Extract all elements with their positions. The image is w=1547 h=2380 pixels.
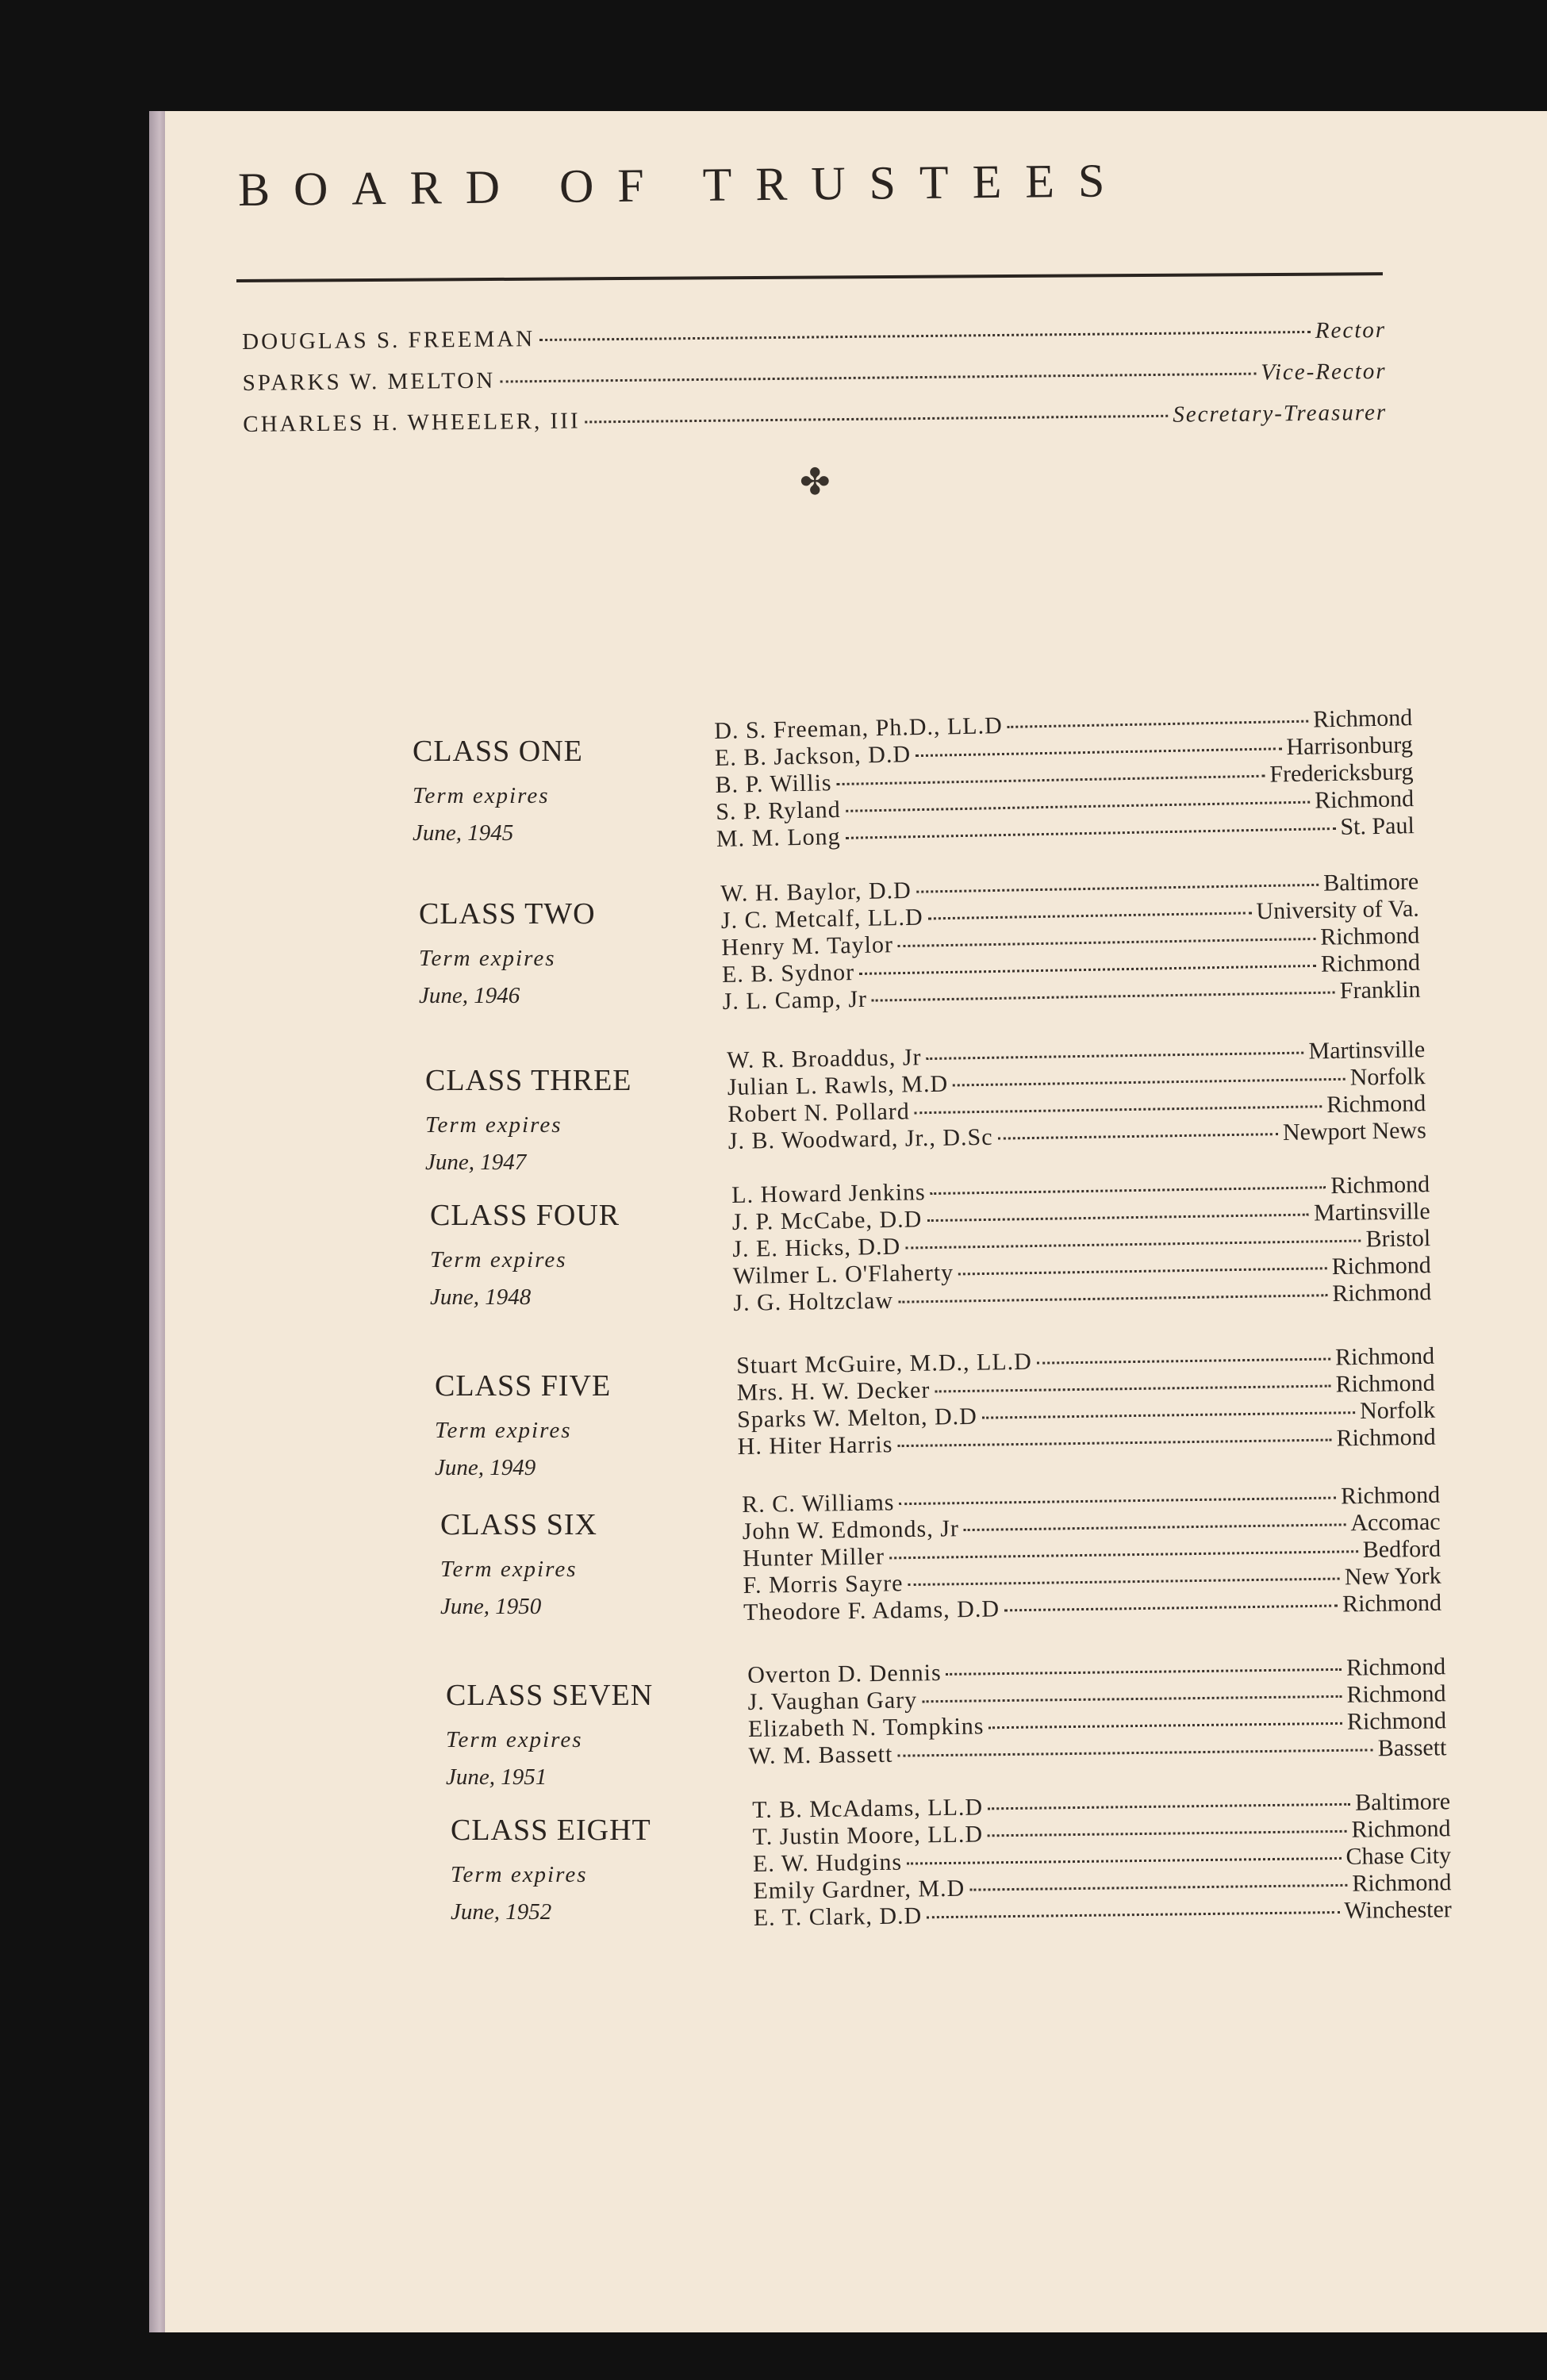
dot-leader [897,1749,1372,1756]
dot-leader [969,1884,1347,1891]
dot-leader [915,1105,1322,1114]
member-place: Fredericksburg [1269,758,1414,788]
member-list [752,1788,1452,1932]
member-name: John W. Edmonds, Jr [742,1515,960,1545]
member-name: D. S. Freeman, Ph.D., LL.D [714,712,1004,744]
member-name: J. B. Woodward, Jr., D.Sc [727,1123,993,1154]
dot-leader [1037,1358,1330,1365]
dot-leader [907,1857,1341,1865]
class-name: CLASS TWO [419,897,596,931]
dot-leader [539,331,1311,341]
member-list [747,1653,1447,1770]
member-name: E. T. Clark, D.D [753,1902,923,1931]
class-label [430,1198,747,1311]
dot-leader [846,801,1310,812]
dot-leader [898,1294,1327,1303]
member-place: Martinsville [1313,1198,1430,1226]
member-place: Richmond [1340,1481,1441,1510]
dot-leader [982,1411,1355,1419]
member-name: Mrs. H. W. Decker [736,1376,931,1406]
officer-name: DOUGLAS S. FREEMAN [242,326,536,355]
class-label [413,734,730,846]
class-name: CLASS SEVEN [446,1679,654,1712]
member-place: Franklin [1339,976,1421,1004]
page-edge [149,111,167,2332]
dot-leader [926,1052,1303,1060]
member-name: Hunter Miller [742,1543,885,1572]
class-label [425,1063,743,1176]
member-place: New York [1344,1562,1441,1591]
member-place: St. Paul [1340,812,1415,840]
dot-leader [872,991,1335,1001]
member-place: Bedford [1362,1535,1441,1564]
member-place: Baltimore [1354,1788,1451,1816]
member-name: J. E. Hicks, D.D [732,1233,901,1262]
member-name: F. Morris Sayre [743,1570,904,1599]
dot-leader [889,1550,1358,1559]
member-list [742,1482,1441,1626]
dot-leader [916,884,1319,893]
member-place: Bristol [1365,1225,1431,1253]
dot-leader [931,1186,1326,1195]
member-name: Elizabeth N. Tompkins [747,1713,985,1742]
member-name: T. Justin Moore, LL.D [752,1821,984,1850]
term-label: Term expires [425,1112,562,1138]
term-label: Term expires [413,783,550,808]
class-name: CLASS FIVE [435,1369,612,1403]
term-label: Term expires [451,1862,588,1887]
dot-leader [927,1911,1339,1918]
term-label: Term expires [446,1727,583,1752]
member-name: E. B. Sydnor [721,959,855,988]
term-date: June, 1950 [440,1594,542,1619]
class-name: CLASS FOUR [430,1199,620,1232]
member-place: Richmond [1330,1171,1430,1200]
member-place: University of Va. [1256,895,1420,925]
dot-leader [585,415,1169,424]
member-name: B. P. Willis [715,770,832,798]
term-date: June, 1948 [430,1284,532,1310]
dot-leader [898,938,1315,947]
dot-leader [905,1240,1361,1250]
dot-leader [964,1523,1346,1531]
member-name: H. Hiter Harris [737,1431,893,1460]
member-place: Chase City [1345,1842,1452,1870]
dot-leader [899,1497,1336,1506]
member-place: Norfolk [1349,1063,1426,1091]
dot-leader [927,1214,1309,1223]
dot-leader [1004,1605,1338,1612]
dot-leader [500,373,1256,383]
member-place: Richmond [1346,1707,1447,1735]
member-place: Richmond [1320,949,1421,977]
member-list [720,869,1421,1015]
term-label: Term expires [419,946,556,971]
clover-ornament-icon: ✤ [800,462,831,502]
dot-leader [998,1133,1279,1140]
dot-leader [958,1267,1327,1275]
dot-leader [837,775,1265,785]
member-place: Martinsville [1308,1036,1426,1065]
page-title: BOARD OF TRUSTEES [237,154,1129,216]
member-place: Richmond [1331,1252,1432,1280]
member-place: Richmond [1332,1279,1432,1307]
class-name: CLASS SIX [440,1508,597,1541]
member-name: Wilmer L. O'Flaherty [732,1259,954,1289]
dot-leader [1008,720,1309,728]
member-name: Robert N. Pollard [727,1098,911,1127]
officer-title: Secretary-Treasurer [1173,399,1388,428]
dot-leader [989,1722,1343,1729]
term-label: Term expires [430,1247,567,1273]
term-date: June, 1946 [419,983,520,1008]
member-place: Richmond [1336,1423,1436,1452]
term-label: Term expires [435,1418,572,1443]
class-name: CLASS ONE [413,735,583,768]
class-label [435,1368,752,1481]
class-label [451,1813,768,1925]
dot-leader [988,1803,1350,1810]
dot-leader [946,1668,1342,1676]
dot-leader [859,965,1316,975]
member-list [736,1343,1436,1461]
member-place: Richmond [1351,1815,1451,1843]
member-place: Baltimore [1322,868,1419,896]
dot-leader [916,747,1281,757]
member-name: Henry M. Taylor [721,931,894,961]
member-list [731,1171,1432,1317]
dot-leader [935,1385,1330,1393]
member-name: W. R. Broaddus, Jr [727,1044,922,1073]
term-label: Term expires [440,1557,578,1582]
officer-title: Rector [1315,317,1387,344]
member-place: Richmond [1335,1369,1435,1398]
member-place: Richmond [1342,1589,1442,1618]
member-name: Julian L. Rawls, M.D [727,1070,949,1100]
member-place: Richmond [1352,1869,1452,1897]
member-name: Stuart McGuire, M.D., LL.D [736,1348,1033,1379]
member-place: Harrisonburg [1286,731,1414,761]
member-name: L. Howard Jenkins [731,1179,926,1208]
dot-leader [953,1078,1345,1087]
dot-leader [922,1695,1342,1702]
member-place: Richmond [1312,704,1413,733]
member-name: T. B. McAdams, LL.D [752,1794,984,1823]
member-place: Richmond [1320,922,1420,950]
dot-leader [846,827,1336,839]
member-name: M. M. Long [716,823,841,852]
officer-name: SPARKS W. MELTON [242,367,496,396]
member-place: Richmond [1345,1653,1446,1681]
class-label [440,1507,758,1620]
officers-list [242,317,1388,453]
member-name: J. P. McCabe, D.D [731,1206,923,1235]
dot-leader [988,1830,1347,1837]
dot-leader [908,1577,1340,1586]
class-name: CLASS EIGHT [451,1814,651,1847]
member-name: Sparks W. Melton, D.D [736,1403,978,1433]
member-list [727,1036,1426,1155]
member-name: Overton D. Dennis [747,1660,942,1688]
class-label [419,896,736,1009]
member-place: Accomac [1350,1508,1441,1537]
member-list [714,704,1415,853]
member-name: J. C. Metcalf, LL.D [720,904,923,934]
term-date: June, 1952 [451,1899,552,1925]
member-place: Newport News [1282,1117,1427,1146]
member-name: W. H. Baylor, D.D [720,877,912,907]
member-name: E. W. Hudgins [752,1848,903,1877]
member-place: Winchester [1344,1896,1452,1924]
member-place: Richmond [1326,1090,1426,1119]
member-name: S. P. Ryland [715,796,842,825]
member-name: R. C. Williams [742,1489,895,1518]
member-place: Richmond [1334,1342,1435,1371]
member-place: Richmond [1346,1680,1446,1708]
term-date: June, 1949 [435,1455,536,1480]
member-name: Emily Gardner, M.D [753,1875,965,1904]
member-place: Richmond [1314,785,1415,814]
class-name: CLASS THREE [425,1064,632,1097]
member-name: Theodore F. Adams, D.D [743,1595,1000,1626]
term-date: June, 1951 [446,1764,547,1790]
term-date: June, 1947 [425,1150,527,1175]
officer-title: Vice-Rector [1261,358,1387,386]
officer-name: CHARLES H. WHEELER, III [243,408,581,437]
member-name: J. L. Camp, Jr [722,985,868,1015]
member-place: Bassett [1377,1734,1447,1762]
member-place: Norfolk [1359,1396,1436,1425]
term-date: June, 1945 [413,820,514,846]
dot-leader [897,1439,1331,1448]
dot-leader [928,912,1252,919]
member-name: E. B. Jackson, D.D [714,741,912,771]
class-label [446,1678,763,1791]
member-name: J. Vaughan Gary [747,1687,918,1715]
member-name: J. G. Holtzclaw [733,1287,894,1316]
member-name: W. M. Bassett [748,1741,893,1769]
